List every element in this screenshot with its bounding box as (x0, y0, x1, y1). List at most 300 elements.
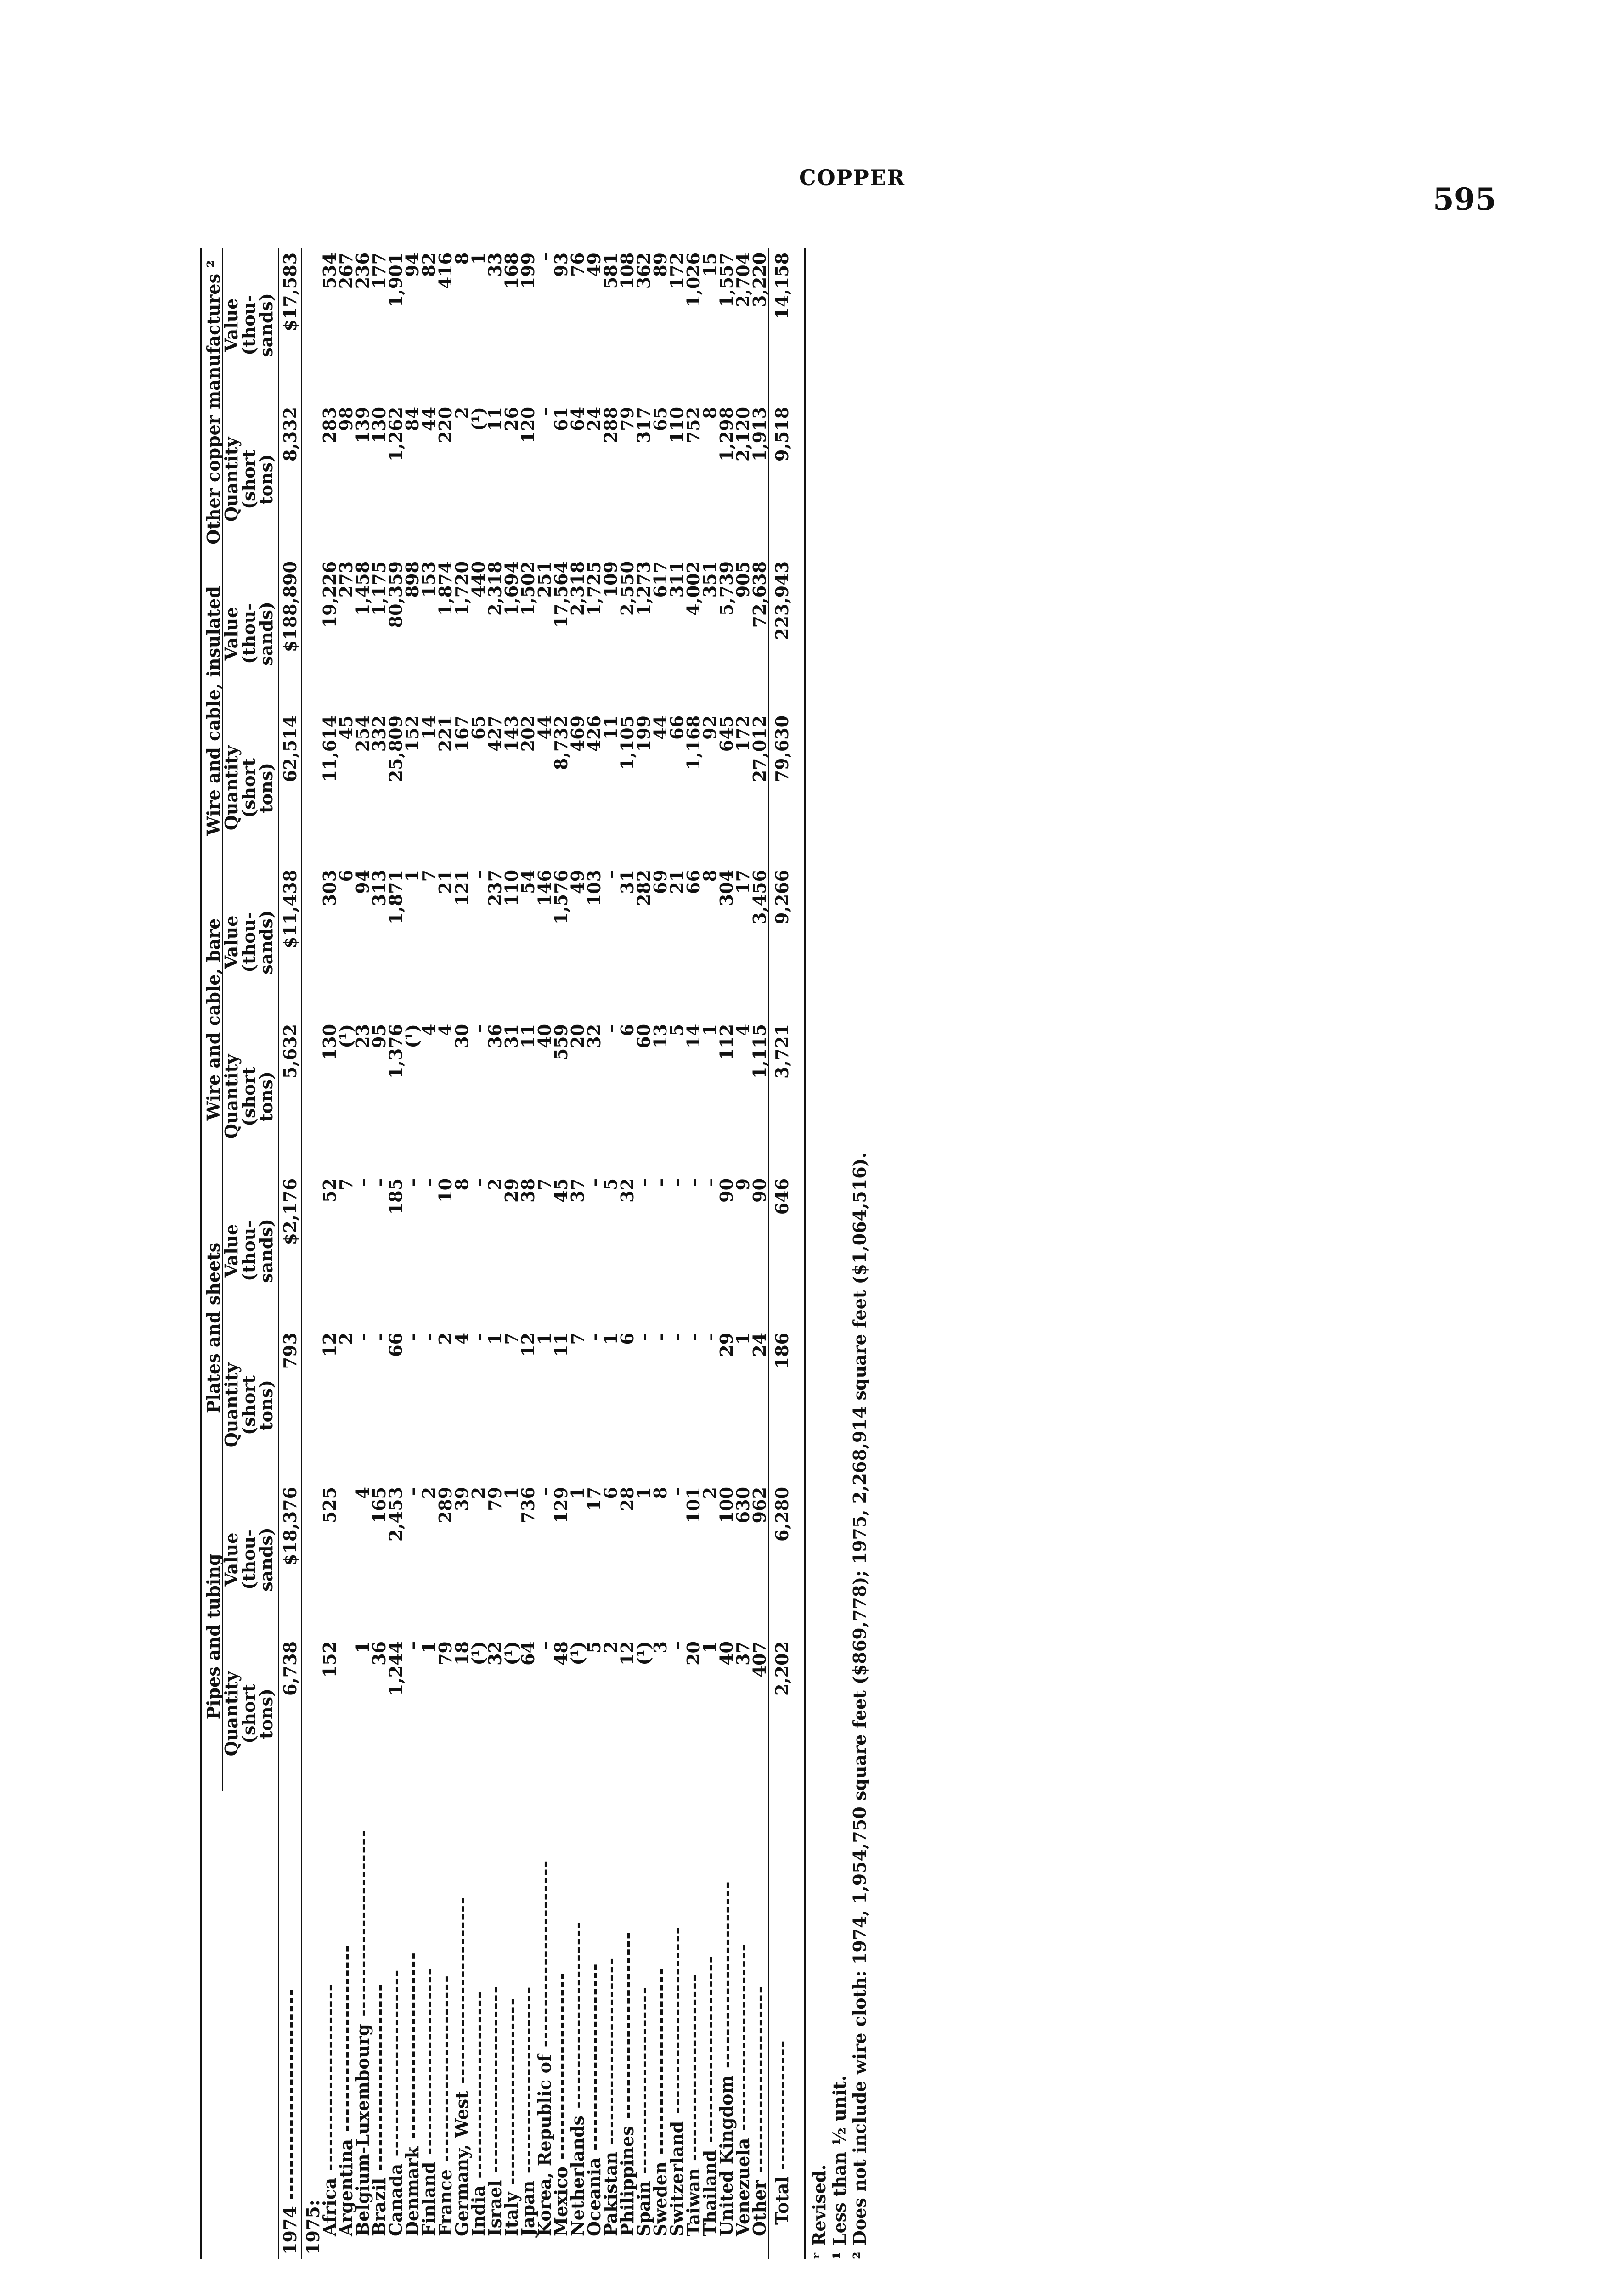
table-row (371, 248, 388, 2259)
cell: 736 (518, 1486, 538, 1524)
cell: 109 (600, 561, 621, 598)
cell: 6,738 (279, 1637, 302, 1791)
sub-header-quantity: Quantity (short tons) (222, 1637, 279, 1791)
cell: 282 (633, 869, 654, 906)
group-header-wire-insulated: Wire and cable, insulated (201, 557, 222, 865)
footnotes (804, 248, 870, 2259)
cell: 1 (733, 1332, 753, 1345)
cell: 37 (733, 1641, 753, 1666)
cell: 110 (666, 406, 687, 444)
cell: – (600, 869, 621, 878)
table-row (735, 248, 751, 2259)
cell: (¹) (567, 1641, 588, 1666)
row-label: Thailand ----------------------- (699, 1955, 720, 2236)
cell: 62,514 (279, 711, 302, 865)
cell: (¹) (501, 1641, 522, 1666)
cell: 89 (650, 252, 671, 277)
cell: 11 (600, 715, 621, 740)
cell: 362 (633, 252, 654, 289)
cell: (¹) (468, 406, 489, 431)
cell: 559 (551, 1024, 571, 1061)
cell: 80,359 (385, 561, 406, 628)
row-label: Belgium-Luxembourg ----------------------- (352, 1829, 373, 2236)
cell: 427 (485, 715, 505, 752)
cell: 202 (518, 715, 538, 752)
cell: 4 (435, 1024, 456, 1036)
cell: 7 (501, 1332, 522, 1345)
cell: 66 (385, 1332, 406, 1357)
cell: 60 (633, 1024, 654, 1048)
cell: 1,694 (501, 561, 522, 616)
cell: 21 (435, 869, 456, 894)
row-label: Brazil ----------------------- (369, 1983, 389, 2236)
cell: 11 (485, 406, 505, 431)
cell: 32 (617, 1178, 637, 1203)
cell: 28 (617, 1486, 637, 1511)
row-label: Pakistan ----------------------- (600, 1957, 621, 2236)
cell: 1,502 (518, 561, 538, 616)
cell: 1,557 (716, 252, 737, 307)
cell: $2,176 (279, 1174, 302, 1328)
cell: 1,026 (683, 252, 704, 307)
cell: – (633, 1332, 654, 1341)
cell: – (666, 1486, 687, 1496)
cell: 440 (468, 561, 489, 598)
cell: 267 (336, 252, 356, 289)
cell: 8 (650, 1486, 671, 1499)
cell: 9,518 (769, 402, 794, 557)
cell: (¹) (336, 1024, 356, 1048)
cell: 61 (551, 406, 571, 431)
cell: 44 (418, 406, 439, 431)
row-label: Canada ----------------------- (385, 1969, 406, 2236)
cell: 98 (336, 406, 356, 431)
cell: 283 (319, 406, 340, 444)
cell: 1,913 (749, 406, 770, 461)
cell: 2 (418, 1486, 439, 1499)
cell: 304 (716, 869, 737, 906)
cell: 223,943 (769, 557, 794, 711)
cell: 26 (501, 406, 522, 431)
cell: 64 (518, 1641, 538, 1666)
cell: 152 (402, 715, 423, 752)
cell: – (584, 1178, 604, 1187)
cell: 79 (435, 1641, 456, 1666)
row-label: Mexico ----------------------- (551, 1972, 571, 2236)
cell: 1 (600, 1332, 621, 1345)
cell: 167 (451, 715, 472, 752)
cell: 7 (567, 1332, 588, 1345)
footnote-1: ¹ Less than ½ unit. (829, 2075, 850, 2259)
cell: 8 (699, 869, 720, 882)
cell: 311 (666, 561, 687, 598)
cell: 1 (352, 1641, 373, 1654)
cell: 469 (567, 715, 588, 752)
cell: – (584, 1332, 604, 1341)
cell: 236 (352, 252, 373, 289)
cell: 1,168 (683, 715, 704, 770)
page-number: 595 (1433, 181, 1496, 217)
cell: 84 (402, 406, 423, 431)
sub-header-value: Value (thou- sands) (222, 557, 279, 711)
cell: 7 (534, 1178, 555, 1191)
sub-header-quantity: Quantity (short tons) (222, 402, 279, 557)
cell: 29 (716, 1332, 737, 1357)
cell: 66 (666, 715, 687, 740)
cell: – (666, 1178, 687, 1187)
cell: – (369, 1178, 389, 1187)
cell: 76 (567, 252, 588, 277)
cell: 33 (485, 252, 505, 277)
cell: 1,262 (385, 406, 406, 461)
cell: 7 (336, 1178, 356, 1191)
cell: 45 (336, 715, 356, 740)
cell: 24 (584, 406, 604, 431)
cell: 143 (501, 715, 522, 752)
cell: 5,739 (716, 561, 737, 616)
cell: 1 (633, 1486, 654, 1499)
cell: 426 (584, 715, 604, 752)
cell: 752 (683, 406, 704, 444)
cell: 24 (749, 1332, 770, 1357)
cell: 2,453 (385, 1486, 406, 1542)
cell: 152 (319, 1641, 340, 1678)
cell: 1,901 (385, 252, 406, 307)
cell: 251 (534, 561, 555, 598)
cell: – (402, 1641, 423, 1650)
cell: 3,721 (769, 1019, 794, 1174)
cell: 49 (584, 252, 604, 277)
row-label: Netherlands ----------------------- (567, 1921, 588, 2236)
cell: 129 (551, 1486, 571, 1524)
cell: 90 (749, 1178, 770, 1203)
group-header-plates: Plates and sheets (201, 1174, 222, 1482)
cell: – (402, 1178, 423, 1187)
cell: 95 (369, 1024, 389, 1048)
cell: – (666, 1641, 687, 1650)
row-label: Switzerland ----------------------- (666, 1926, 687, 2236)
row-label: France ----------------------- (435, 1975, 456, 2236)
cell: 20 (683, 1641, 704, 1666)
row-label: Africa ----------------------- (319, 1983, 340, 2236)
table-row (404, 248, 421, 2259)
cell: 2,202 (769, 1637, 794, 1791)
cell: 2,318 (567, 561, 588, 616)
cell: 23 (352, 1024, 373, 1048)
cell: 1,115 (749, 1024, 770, 1079)
cell: 92 (699, 715, 720, 740)
cell: 14 (683, 1024, 704, 1048)
cell: 8 (451, 252, 472, 265)
cell: 11,614 (319, 715, 340, 782)
row-label: Sweden ----------------------- (650, 1967, 671, 2236)
cell: – (650, 1178, 671, 1187)
row-label: Denmark ----------------------- (402, 1952, 423, 2236)
cell: 2,120 (733, 406, 753, 461)
cell: 2 (699, 1486, 720, 1499)
cell: – (600, 1024, 621, 1033)
cell: 79 (617, 406, 637, 431)
sub-header-quantity: Quantity (short tons) (222, 711, 279, 865)
cell: 40 (534, 1024, 555, 1048)
sub-header-value: Value (thou- sands) (222, 1174, 279, 1328)
cell: 18 (451, 1641, 472, 1666)
table-row (619, 248, 636, 2259)
row-1974 (279, 248, 302, 2259)
cell: 12 (518, 1332, 538, 1357)
cell: 3,456 (749, 869, 770, 924)
cell: 103 (584, 869, 604, 906)
cell: $18,376 (279, 1482, 302, 1637)
cell: 90 (716, 1178, 737, 1203)
cell: 6 (617, 1332, 637, 1345)
cell: 40 (716, 1641, 737, 1666)
cell: 2 (468, 1486, 489, 1499)
sub-header-value: Value (thou- sands) (222, 865, 279, 1019)
row-1975-heading (302, 248, 322, 2259)
row-label: 1975: (303, 2200, 323, 2255)
table-row (355, 248, 371, 2259)
cell: 199 (633, 715, 654, 752)
cell: 220 (435, 406, 456, 444)
cell: – (666, 1332, 687, 1341)
row-label: Japan ----------------------- (518, 1986, 538, 2236)
table-row (470, 248, 487, 2259)
cell: 4 (733, 1024, 753, 1036)
cell: 1 (534, 1332, 555, 1345)
cell: 1 (485, 1332, 505, 1345)
cell: (¹) (468, 1641, 489, 1666)
cell: 288 (600, 406, 621, 444)
cell: 525 (319, 1486, 340, 1524)
cell: 172 (666, 252, 687, 289)
cell: 221 (435, 715, 456, 752)
row-label: Total ---------------- (769, 1791, 794, 2259)
cell: 13 (650, 1024, 671, 1048)
cell: 100 (716, 1486, 737, 1524)
cell: 199 (518, 252, 538, 289)
cell: 21 (666, 869, 687, 894)
cell: 793 (279, 1328, 302, 1482)
cell: 10 (435, 1178, 456, 1203)
cell: (¹) (402, 1024, 423, 1048)
cell: 94 (352, 869, 373, 894)
cell: 32 (584, 1024, 604, 1048)
cell: 14 (418, 715, 439, 740)
cell: 1,576 (551, 869, 571, 924)
cell: – (352, 1332, 373, 1341)
cell: 108 (617, 252, 637, 289)
cell: – (468, 1332, 489, 1341)
cell: 2 (451, 406, 472, 419)
cell: 6 (336, 869, 356, 882)
row-label: Venezuela ----------------------- (733, 1943, 753, 2236)
cell: 2,704 (733, 252, 753, 307)
cell: 1,871 (385, 869, 406, 924)
cell: – (633, 1178, 654, 1187)
cell: 1,376 (385, 1024, 406, 1079)
cell: 5 (666, 1024, 687, 1036)
group-header-wire-bare: Wire and cable, bare (201, 865, 222, 1174)
cell: 962 (749, 1486, 770, 1524)
cell: 645 (716, 715, 737, 752)
cell (338, 1482, 355, 1637)
group-header-other: Other copper manufactures ² (201, 248, 222, 557)
cell: 45 (551, 1178, 571, 1203)
cell: 1 (468, 252, 489, 265)
cell: – (402, 1486, 423, 1496)
cell: 898 (402, 561, 423, 598)
row-label: Taiwan ----------------------- (683, 1973, 704, 2236)
cell: 112 (716, 1024, 737, 1061)
cell: – (699, 1178, 720, 1187)
cell: 39 (451, 1486, 472, 1511)
table-row (536, 248, 553, 2259)
cell: – (699, 1332, 720, 1341)
cell: 5,632 (279, 1019, 302, 1174)
cell: 48 (551, 1641, 571, 1666)
cell: 44 (650, 715, 671, 740)
cell: 31 (617, 869, 637, 894)
cell: 2 (336, 1332, 356, 1345)
cell: – (369, 1332, 389, 1341)
cell: 6 (600, 1486, 621, 1499)
cell: 237 (485, 869, 505, 906)
cell: 534 (319, 252, 340, 289)
cell: $188,890 (279, 557, 302, 711)
cell: 9 (733, 1178, 753, 1191)
cell: 1 (402, 869, 423, 882)
row-label: Israel ----------------------- (485, 1985, 505, 2236)
sub-header-value: Value (thou- sands) (222, 1482, 279, 1637)
cell: 8,732 (551, 715, 571, 770)
cell: 646 (769, 1174, 794, 1328)
cell: 93 (551, 252, 571, 277)
cell: 8,332 (279, 402, 302, 557)
cell: 1,175 (369, 561, 389, 616)
cell: 1,298 (716, 406, 737, 461)
cell: – (534, 1641, 555, 1650)
cell: – (534, 406, 555, 416)
cell: 15 (699, 252, 720, 277)
cell: – (402, 1332, 423, 1341)
cell: 146 (534, 869, 555, 906)
cell: 1,720 (451, 561, 472, 616)
row-total (769, 248, 794, 2259)
cell (338, 1637, 355, 1791)
cell: 1 (567, 1486, 588, 1499)
table-row (751, 248, 769, 2259)
row-label: Italy ----------------------- (501, 1997, 522, 2236)
cell: 11 (551, 1332, 571, 1357)
cell: 2,318 (485, 561, 505, 616)
cell: – (418, 1178, 439, 1187)
cell: 4 (418, 1024, 439, 1036)
cell: 9,266 (769, 865, 794, 1019)
cell: 5 (584, 1641, 604, 1654)
cell: 32 (485, 1641, 505, 1666)
cell: 29 (501, 1178, 522, 1203)
cell: 2 (485, 1178, 505, 1191)
cell: 49 (567, 869, 588, 894)
cell: 2 (435, 1332, 456, 1345)
cell: – (468, 869, 489, 878)
cell: 30 (451, 1024, 472, 1048)
stub-header (201, 1791, 279, 2259)
cell: 72,638 (749, 561, 770, 628)
table-row (487, 248, 503, 2259)
group-header-pipes: Pipes and tubing (201, 1482, 222, 1791)
cell: 8 (451, 1178, 472, 1191)
cell: 27,012 (749, 715, 770, 782)
cell: 17 (584, 1486, 604, 1511)
cell: – (534, 252, 555, 261)
table-row (421, 248, 437, 2259)
cell: 2 (600, 1641, 621, 1654)
cell: 101 (683, 1486, 704, 1524)
cell: 351 (699, 561, 720, 598)
cell: – (352, 1178, 373, 1187)
cell: 19,226 (319, 561, 340, 628)
cell: 12 (319, 1332, 340, 1357)
cell: 317 (633, 406, 654, 444)
exports-table (200, 248, 793, 2259)
cell: – (468, 1024, 489, 1033)
row-label: Finland ----------------------- (418, 1967, 439, 2236)
rotated-table-block (200, 248, 1210, 2259)
cell: 273 (336, 561, 356, 598)
cell: 69 (650, 869, 671, 894)
running-head: COPPER (799, 165, 906, 190)
cell: – (683, 1178, 704, 1187)
cell: 630 (733, 1486, 753, 1524)
cell: 64 (567, 406, 588, 431)
cell: 8 (699, 406, 720, 419)
cell: 66 (683, 869, 704, 894)
cell: 1 (418, 1641, 439, 1654)
cell: 1 (501, 1486, 522, 1499)
cell: 185 (385, 1178, 406, 1215)
cell: 172 (733, 715, 753, 752)
cell: 17 (733, 869, 753, 894)
cell: 37 (567, 1178, 588, 1203)
cell: 6,280 (769, 1482, 794, 1637)
cell: 130 (319, 1024, 340, 1061)
footnote-revised: ʳ Revised. (809, 2164, 829, 2259)
cell: 79,630 (769, 711, 794, 865)
cell: 1,874 (435, 561, 456, 616)
row-label: India ----------------------- (468, 1990, 489, 2236)
cell: 4 (451, 1332, 472, 1345)
table-row (636, 248, 652, 2259)
cell: 120 (518, 406, 538, 444)
cell: 186 (769, 1328, 794, 1482)
cell: 82 (418, 252, 439, 277)
cell: 110 (501, 869, 522, 906)
cell: 65 (468, 715, 489, 740)
cell: 5 (600, 1178, 621, 1191)
cell: 17,564 (551, 561, 571, 628)
row-label: Korea, Republic of ----------------------- (534, 1859, 555, 2236)
sub-header-quantity: Quantity (short tons) (222, 1019, 279, 1174)
cell: 36 (369, 1641, 389, 1666)
cell: 20 (567, 1024, 588, 1048)
cell: 38 (518, 1178, 538, 1203)
cell: 1,105 (617, 715, 637, 770)
cell: $17,583 (279, 248, 302, 402)
cell: 11 (518, 1024, 538, 1048)
cell: 313 (369, 869, 389, 906)
